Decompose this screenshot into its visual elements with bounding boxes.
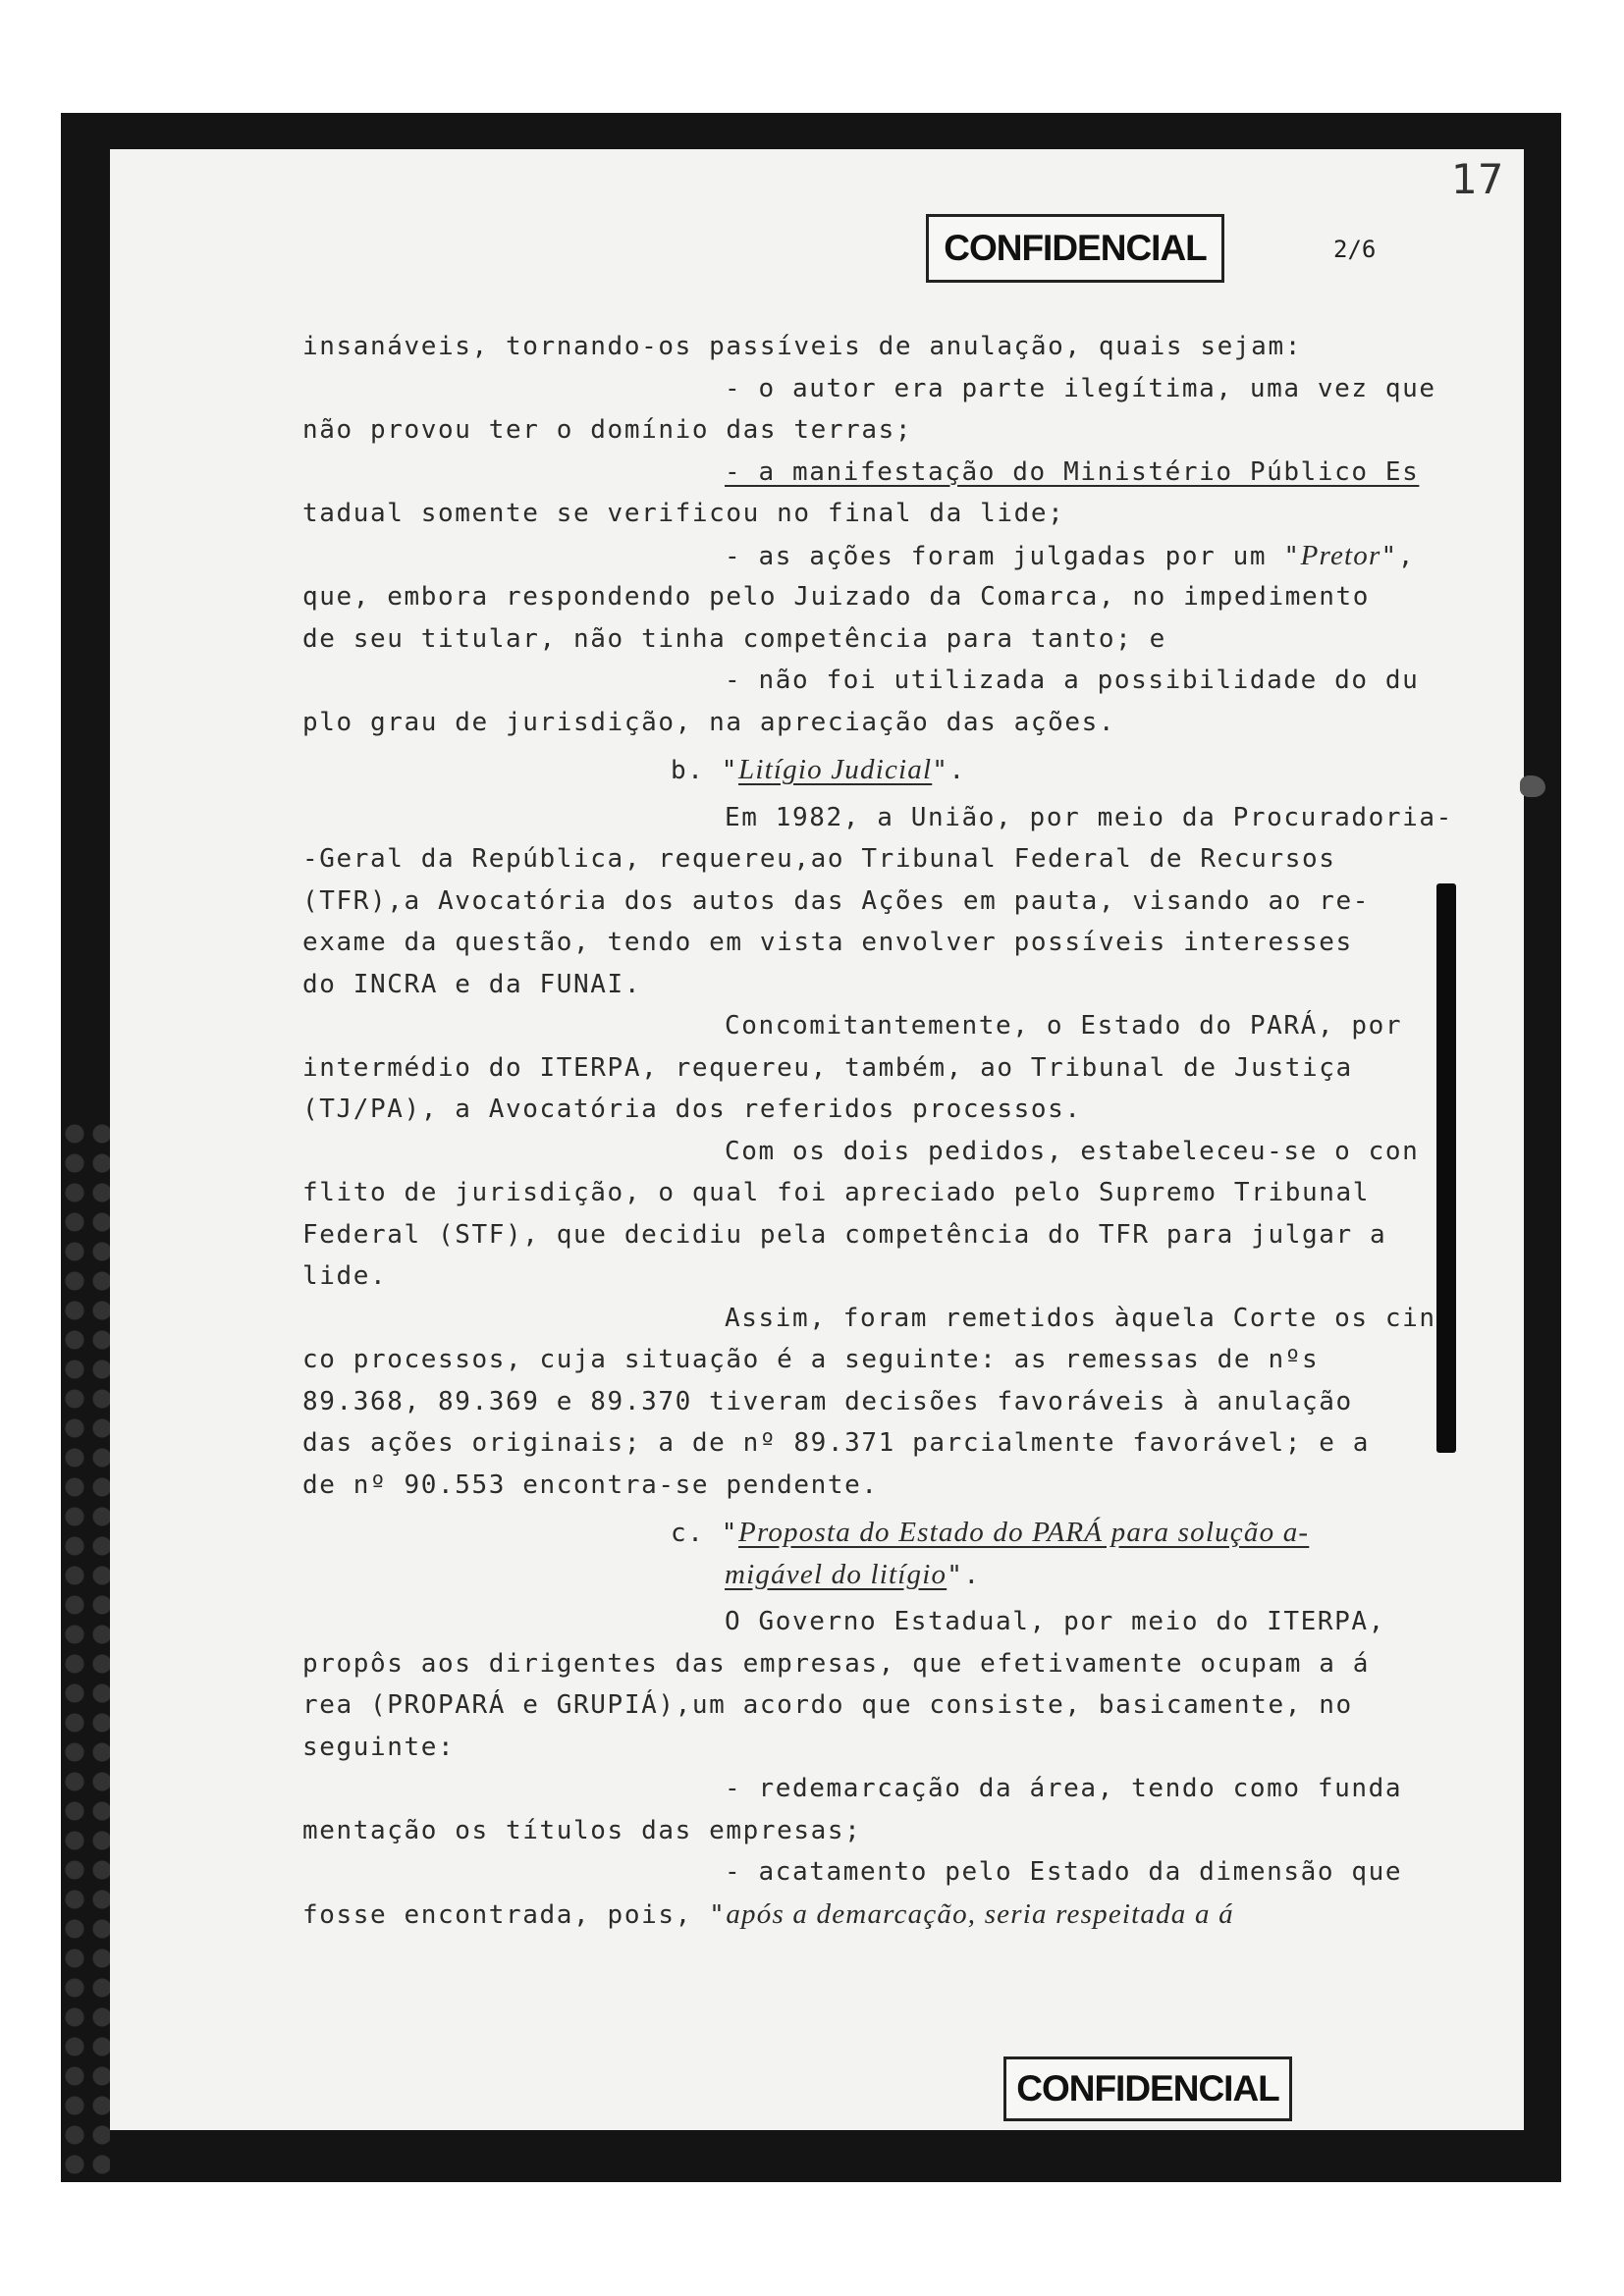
text-line: seguinte: xyxy=(302,1732,456,1762)
section-label: b. xyxy=(671,756,705,785)
text-line: Assim, foram remetidos àquela Corte os cin xyxy=(725,1303,1436,1333)
italic-quote: após a demarcação, seria respeitada a á xyxy=(726,1897,1234,1930)
document-body xyxy=(302,326,1453,1935)
section-title: Proposta do Estado do PARÁ para solução a- xyxy=(738,1517,1310,1548)
text-line: tadual somente se verificou no final da lide; xyxy=(302,499,1065,528)
text-line: de nº 90.553 encontra-se pendente. xyxy=(302,1469,879,1500)
page-number: 2/6 xyxy=(1333,236,1377,263)
text-line: insanáveis, tornando-os passíveis de anulação, quais sejam: xyxy=(302,332,1302,361)
text-line xyxy=(302,452,1420,494)
text-line: de seu titular, não tinha competência para tanto; e xyxy=(302,623,1166,654)
text-line: - o autor era parte ilegítima, uma vez que xyxy=(725,373,1436,403)
text-line: exame da questão, tendo em vista envolver possíveis interesses xyxy=(302,928,1353,957)
text-segment: - a manifestação do Ministério Público Es xyxy=(725,456,1420,487)
text-line: Federal (STF), que decidiu pela competência do TFR para julgar a xyxy=(302,1219,1387,1250)
text-line: lide. xyxy=(302,1261,388,1291)
text-segment: - as ações foram julgadas por um " xyxy=(725,541,1301,571)
confidential-stamp-top: CONFIDENCIAL xyxy=(926,214,1224,283)
section-heading-c-cont: migável do litígio". xyxy=(725,1558,981,1590)
text-line: das ações originais; a de nº 89.371 parcialmente favorável; e a xyxy=(302,1428,1370,1458)
section-heading-b: b. "Litígio Judicial". xyxy=(671,754,966,785)
text-line: co processos, cuja situação é a seguinte: as remessas de nºs xyxy=(302,1345,1320,1374)
text-line: propôs aos dirigentes das empresas, que efetivamente ocupam a á xyxy=(302,1648,1370,1679)
section-title: Litígio Judicial xyxy=(738,754,933,785)
section-label: c. xyxy=(671,1519,705,1548)
italic-term: Pretor xyxy=(1300,539,1381,571)
text-line: Concomitantemente, o Estado do PARÁ, por xyxy=(725,1011,1403,1041)
margin-redaction-bar xyxy=(1436,883,1456,1453)
confidential-stamp-bottom: CONFIDENCIAL xyxy=(1003,2056,1292,2121)
text-line: do INCRA e da FUNAI. xyxy=(302,969,642,999)
ink-blot xyxy=(1520,775,1545,797)
text-line: - redemarcação da área, tendo como funda xyxy=(725,1774,1403,1803)
corner-page-mark: 17 xyxy=(1451,155,1504,203)
text-line: - acatamento pelo Estado da dimensão que xyxy=(725,1857,1403,1887)
text-line: - não foi utilizada a possibilidade do du xyxy=(725,666,1420,695)
text-line: plo grau de jurisdição, na apreciação das ações. xyxy=(302,707,1116,737)
text-line: 89.368, 89.369 e 89.370 tiveram decisões favoráveis à anulação xyxy=(302,1386,1353,1416)
section-heading-c: c. "Proposta do Estado do PARÁ para solução a- xyxy=(671,1517,1310,1548)
text-line xyxy=(302,535,1415,577)
text-line: flito de jurisdição, o qual foi apreciado pelo Supremo Tribunal xyxy=(302,1178,1370,1207)
text-line: (TJ/PA), a Avocatória dos referidos processos. xyxy=(302,1095,1082,1124)
text-line: -Geral da República, requereu,ao Tribunal Federal de Recursos xyxy=(302,844,1336,874)
text-line: rea (PROPARÁ e GRUPIÁ),um acordo que consiste, basicamente, no xyxy=(302,1690,1353,1720)
text-line: não provou ter o domínio das terras; xyxy=(302,415,913,445)
film-perforation-strip xyxy=(61,1119,110,2182)
section-title: migável do litígio xyxy=(725,1558,947,1590)
text-line: intermédio do ITERPA, requereu, também, ao Tribunal de Justiça xyxy=(302,1052,1353,1083)
text-segment: fosse encontrada, pois, " xyxy=(302,1899,727,1930)
text-line: (TFR),a Avocatória dos autos das Ações em pauta, visando ao re- xyxy=(302,885,1370,916)
text-line: Em 1982, a União, por meio da Procuradoria- xyxy=(725,802,1453,832)
text-line: Com os dois pedidos, estabeleceu-se o con xyxy=(725,1136,1420,1166)
text-line: que, embora respondendo pelo Juizado da Comarca, no impedimento xyxy=(302,582,1370,612)
text-line: mentação os títulos das empresas; xyxy=(302,1815,862,1845)
text-line xyxy=(302,1894,1392,1936)
text-segment: ", xyxy=(1380,541,1415,571)
text-line: O Governo Estadual, por meio do ITERPA, xyxy=(725,1607,1385,1636)
